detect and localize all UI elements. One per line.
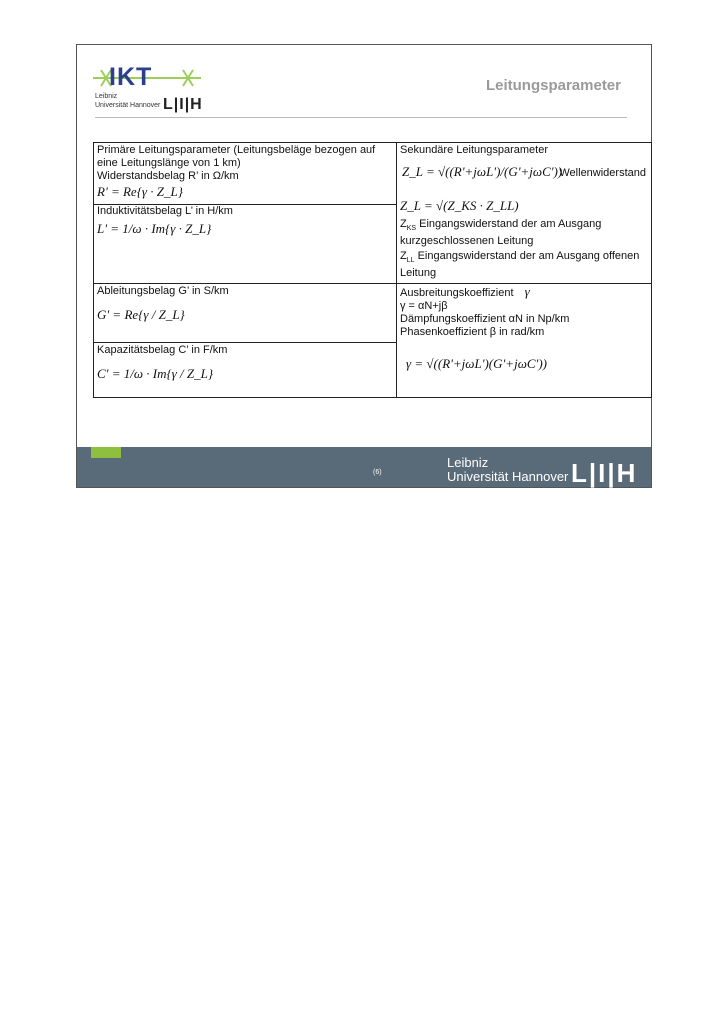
conductance-label: Ableitungsbelag G’ in S/km: [97, 285, 229, 297]
primary-heading: Primäre Leitungsparameter (Leitungsbeläge bezogen auf eine Leitungslänge von 1 km): [97, 144, 376, 169]
logo-luh: L|I|H: [163, 96, 203, 113]
secondary-heading: Sekundäre Leitungsparameter: [400, 144, 548, 156]
footer-accent: [91, 447, 121, 458]
attenuation-label: Dämpfungskoeffizient αN in Np/km: [400, 313, 570, 325]
cell-propagation: [397, 284, 652, 398]
phase-label: Phasenkoeffizient β in rad/km: [400, 326, 545, 338]
logo-sub-leibniz: Leibniz: [95, 93, 118, 100]
propagation-symbol: γ: [524, 284, 530, 299]
resistance-label: Widerstandsbelag R’ in Ω/km: [97, 170, 239, 182]
slide: [76, 44, 652, 488]
zks-symbol: Z: [400, 218, 407, 230]
cell-secondary-top: [397, 143, 652, 284]
propagation-label: Ausbreitungskoeffizient: [400, 287, 514, 299]
propagation-row: [400, 285, 648, 300]
zll-text: Eingangswiderstand der am Ausgang offenen Leitung: [400, 250, 640, 280]
logo-sub-university: Universität Hannover: [95, 102, 161, 109]
header-divider: [95, 117, 627, 118]
footer-luh-logo: L|I|H: [571, 458, 638, 488]
inductance-formula: L' = 1/ω · Im{γ · Z_L}: [97, 221, 212, 236]
zks-description: [400, 218, 648, 248]
footer-uni-line1: Leibniz: [447, 455, 489, 470]
parameter-table: [93, 142, 652, 398]
wave-impedance-label: Wellenwiderstand: [559, 167, 646, 179]
wave-impedance-formula-2: Z_L = √(Z_KS · Z_LL): [400, 198, 519, 213]
footer-university: [447, 456, 568, 484]
wave-impedance-formula: Z_L = √((R'+jωL')/(G'+jωC')): [402, 164, 563, 179]
ikt-logo: [93, 63, 203, 115]
zks-text: Eingangswiderstand der am Ausgang kurzgeschlossenen Leitung: [400, 218, 602, 248]
resistance-formula: R' = Re{γ · Z_L}: [97, 184, 183, 199]
zll-description: [400, 250, 648, 280]
slide-header: [77, 45, 651, 117]
propagation-equation: γ = αN+jβ: [400, 300, 448, 312]
capacitance-formula: C' = 1/ω · Im{γ / Z_L}: [97, 366, 214, 381]
cell-capacitance: [94, 343, 397, 398]
propagation-formula: γ = √((R'+jωL')(G'+jωC')): [406, 356, 547, 371]
page-title: Leitungsparameter: [485, 77, 621, 94]
zks-subscript: KS: [406, 225, 417, 233]
cell-primary-top: [94, 143, 397, 284]
zll-symbol: Z: [400, 250, 407, 263]
capacitance-label: Kapazitätsbelag C’ in F/km: [97, 344, 228, 356]
page-number: (6): [373, 469, 382, 476]
footer-uni-line2: Universität Hannover: [447, 469, 569, 484]
inductance-label: Induktivitätsbelag L’ in H/km: [97, 205, 233, 217]
cell-conductance: [94, 284, 397, 343]
zll-subscript: LL: [406, 257, 415, 265]
slide-footer: [77, 447, 651, 487]
logo-text: IKT: [109, 63, 153, 91]
conductance-formula: G' = Re{γ / Z_L}: [97, 307, 185, 322]
